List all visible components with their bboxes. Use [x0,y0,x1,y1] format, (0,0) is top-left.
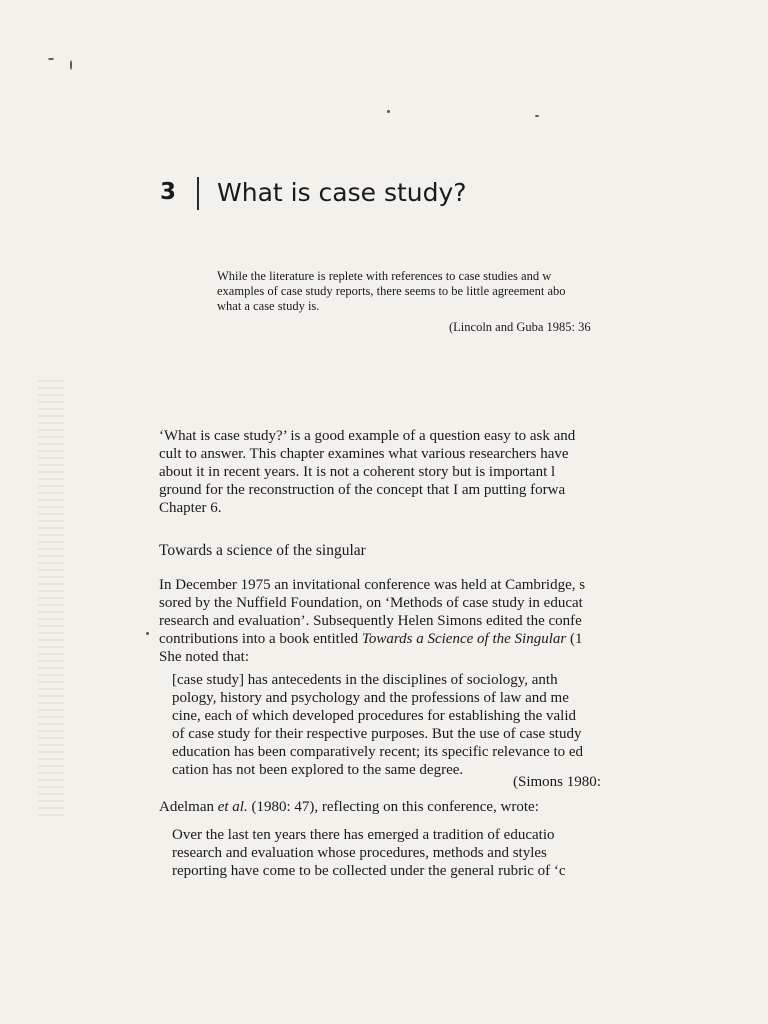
paragraph-text: (1980: 47), reflecting on this conference, wrote: [247,799,539,815]
section-heading: Towards a science of the singular [159,542,366,559]
quote-line: cation has not been explored to the same degree. [172,762,464,778]
chapter-number: 3 [160,179,177,205]
quote-line: education has been comparatively recent; its specific relevance to ed [172,744,584,760]
intro-line: about it in recent years. It is not a coherent story but is important l [159,464,556,480]
intro-line: ground for the reconstruction of the concept that I am putting forwa [159,482,566,498]
scan-speck [48,58,54,60]
quote-line: of case study for their respective purposes. But the use of case study [172,726,582,742]
intro-line: Chapter 6. [159,500,222,516]
paragraph-italic: et al. [217,799,248,815]
quote-line: reporting have come to be collected under the general rubric of ‘c [172,863,566,879]
scan-speck [535,115,539,117]
scan-speck [387,110,390,113]
scan-speck [70,60,72,70]
paragraph-line: She noted that: [159,649,249,665]
quote-line: pology, history and psychology and the professions of law and me [172,690,569,706]
book-title: Towards a Science of the Singular [361,631,567,647]
paragraph-line [159,630,609,648]
quote-line: cine, each of which developed procedures for establishing the valid [172,708,577,724]
quote-citation: (Simons 1980: [513,774,601,790]
scan-shadow [38,380,64,820]
paragraph-line: research and evaluation’. Subsequently Helen Simons edited the confe [159,613,582,629]
epigraph-line: While the literature is replete with references to case studies and w [217,269,552,283]
chapter-divider [197,177,199,210]
paragraph-text: Adelman [159,799,218,815]
paragraph-line: In December 1975 an invitational conference was held at Cambridge, s [159,577,586,593]
scan-speck [146,632,149,635]
paragraph-text: (1 [566,631,583,647]
epigraph-line: examples of case study reports, there seems to be little agreement abo [217,284,566,298]
paragraph-line: sored by the Nuffield Foundation, on ‘Methods of case study in educat [159,595,583,611]
quote-line: research and evaluation whose procedures, methods and styles [172,845,547,861]
paragraph-line [159,798,609,816]
quote-line: Over the last ten years there has emerged a tradition of educatio [172,827,555,843]
paragraph-text: contributions into a book entitled [159,631,362,647]
epigraph-citation: (Lincoln and Guba 1985: 36 [449,320,591,334]
intro-line: ‘What is case study?’ is a good example of a question easy to ask and [159,428,576,444]
epigraph-line: what a case study is. [217,299,320,313]
chapter-title: What is case study? [217,178,467,207]
quote-line: [case study] has antecedents in the disciplines of sociology, anth [172,672,558,688]
intro-line: cult to answer. This chapter examines what various researchers have [159,446,569,462]
